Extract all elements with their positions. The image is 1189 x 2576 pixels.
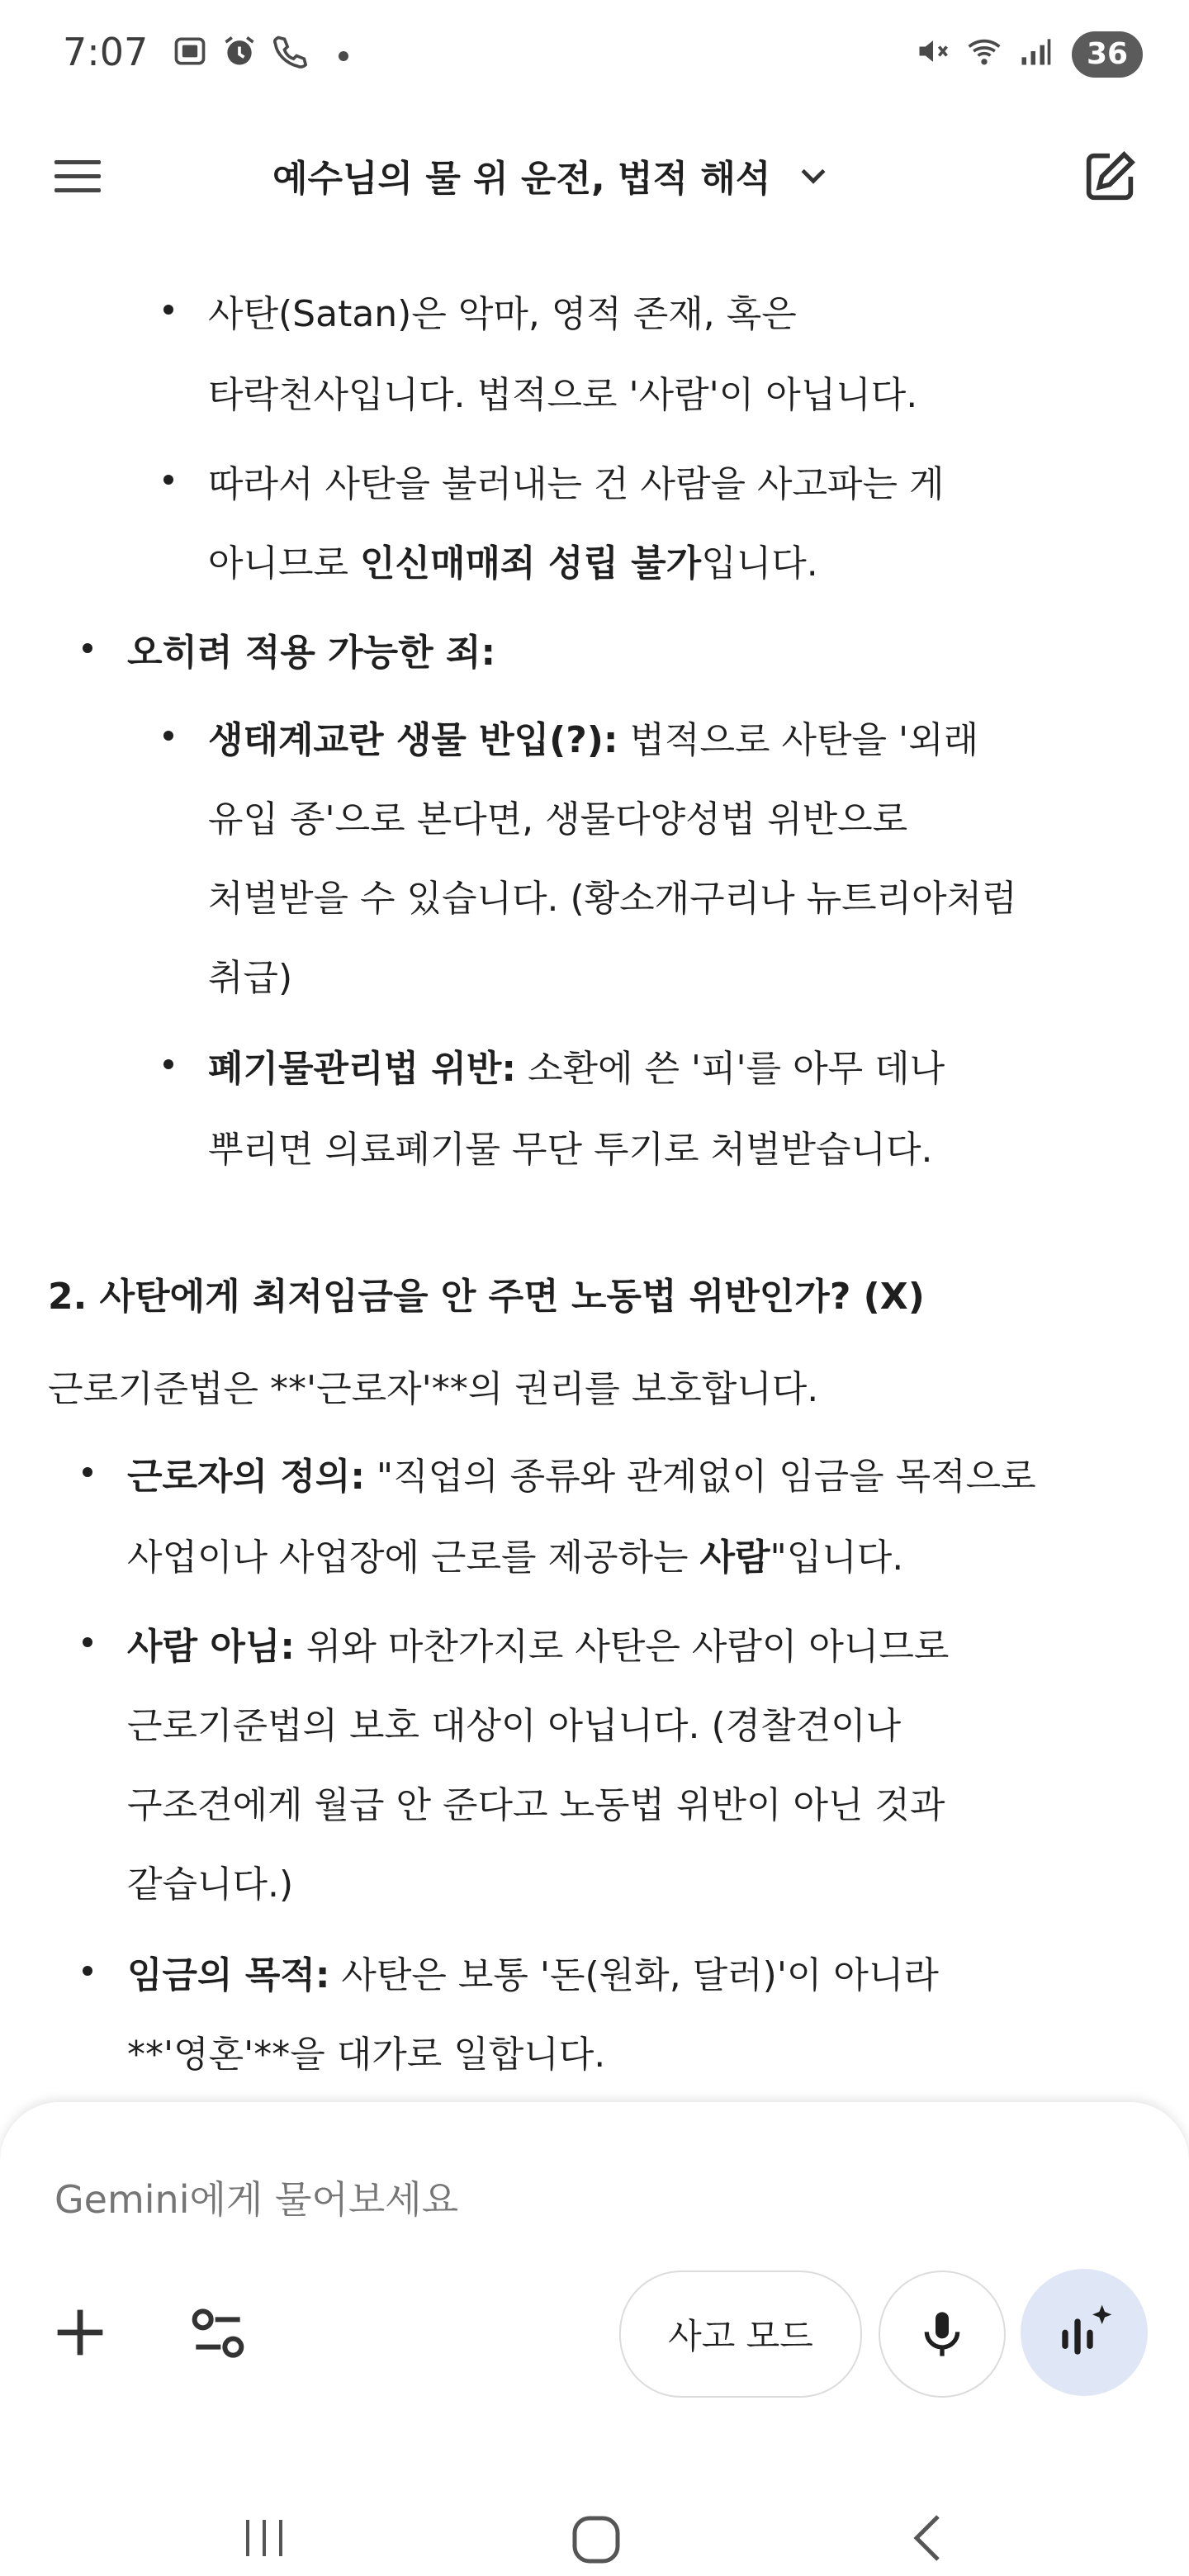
tune-icon[interactable] bbox=[185, 2300, 251, 2366]
screenshot-icon bbox=[172, 33, 208, 69]
signal-icon bbox=[1017, 33, 1054, 69]
text-line: 사람 아님: 위와 마찬가지로 사탄은 사람이 아니므로 bbox=[127, 1626, 950, 1668]
mic-icon bbox=[916, 2308, 969, 2361]
text-line: 근로기준법의 보호 대상이 아닙니다. (경찰견이나 bbox=[127, 1705, 902, 1747]
chevron-down-icon bbox=[795, 157, 831, 193]
text-line: 따라서 사탄을 불러내는 건 사람을 사고파는 게 bbox=[208, 463, 945, 505]
battery-indicator: 36 bbox=[1072, 31, 1143, 78]
text-line: 오히려 적용 가능한 죄: bbox=[127, 632, 496, 674]
text-line: 아니므로 인신매매죄 성립 불가입니다. bbox=[208, 542, 818, 585]
status-time: 7:07 bbox=[63, 30, 149, 74]
composer-panel bbox=[0, 2102, 1189, 2576]
live-sparkle-icon bbox=[1051, 2299, 1117, 2365]
edit-icon[interactable] bbox=[1078, 145, 1141, 208]
text-line: 뿌리면 의료폐기물 무단 투기로 처벌받습니다. bbox=[208, 1129, 933, 1171]
text-line: 취급) bbox=[208, 957, 293, 999]
bullet bbox=[83, 1966, 92, 1976]
text-line: 유입 종'으로 본다면, 생물다양성법 위반으로 bbox=[208, 798, 908, 841]
text-line: 임금의 목적: 사탄은 보통 '돈(원화, 달러)'이 아니라 bbox=[127, 1954, 939, 1996]
wifi-icon bbox=[966, 33, 1002, 69]
chat-title-dropdown[interactable] bbox=[272, 149, 831, 201]
home-icon[interactable] bbox=[570, 2513, 623, 2566]
bullet bbox=[83, 1637, 92, 1647]
prompt-input[interactable] bbox=[53, 2176, 1130, 2223]
bullet bbox=[163, 305, 173, 315]
system-nav-bar bbox=[0, 2465, 1189, 2576]
back-icon[interactable] bbox=[907, 2512, 948, 2564]
bullet bbox=[163, 475, 173, 485]
text-line: 구조견에게 월급 안 준다고 노동법 위반이 아닌 것과 bbox=[127, 1784, 945, 1826]
status-bar bbox=[0, 0, 1189, 107]
text-line: 타락천사입니다. 법적으로 '사람'이 아닙니다. bbox=[208, 374, 918, 416]
text-line: 사탄(Satan)은 악마, 영적 존재, 혹은 bbox=[208, 293, 797, 335]
call-icon bbox=[271, 33, 307, 69]
live-button[interactable] bbox=[1021, 2269, 1148, 2396]
bullet bbox=[163, 731, 173, 741]
recents-icon[interactable] bbox=[239, 2515, 289, 2561]
menu-icon[interactable] bbox=[46, 147, 109, 205]
bullet bbox=[83, 643, 92, 653]
thinking-mode-label: 사고 모드 bbox=[668, 2316, 813, 2356]
section-heading: 2. 사탄에게 최저임금을 안 주면 노동법 위반인가? (X) bbox=[48, 1276, 925, 1318]
top-app-bar bbox=[0, 124, 1189, 226]
text-line: 근로자의 정의: "직업의 종류와 관계없이 임금을 목적으로 bbox=[127, 1456, 1036, 1498]
text-line: 근로기준법은 **'근로자'**의 권리를 보호합니다. bbox=[48, 1368, 819, 1410]
thinking-mode-button[interactable] bbox=[619, 2271, 862, 2398]
mic-button[interactable] bbox=[879, 2271, 1006, 2398]
text-line: 사업이나 사업장에 근로를 제공하는 사람"입니다. bbox=[127, 1537, 904, 1579]
text-line: 처벌받을 수 있습니다. (황소개구리나 뉴트리아처럼 bbox=[208, 878, 1017, 920]
mute-icon bbox=[915, 33, 951, 69]
alarm-icon bbox=[221, 33, 258, 69]
text-line: 폐기물관리법 위반: 소환에 쓴 '피'를 아무 데나 bbox=[208, 1048, 945, 1090]
text-line: **'영혼'**을 대가로 일합니다. bbox=[127, 2034, 606, 2076]
bullet bbox=[83, 1467, 92, 1477]
text-line: 같습니다.) bbox=[127, 1863, 294, 1906]
notification-dot bbox=[339, 51, 348, 61]
bullet bbox=[163, 1059, 173, 1069]
chat-title: 예수님의 물 위 운전, 법적 해석 bbox=[272, 158, 771, 200]
plus-icon[interactable] bbox=[46, 2299, 114, 2366]
text-line: 생태계교란 생물 반입(?): 법적으로 사탄을 '외래 bbox=[208, 719, 979, 761]
